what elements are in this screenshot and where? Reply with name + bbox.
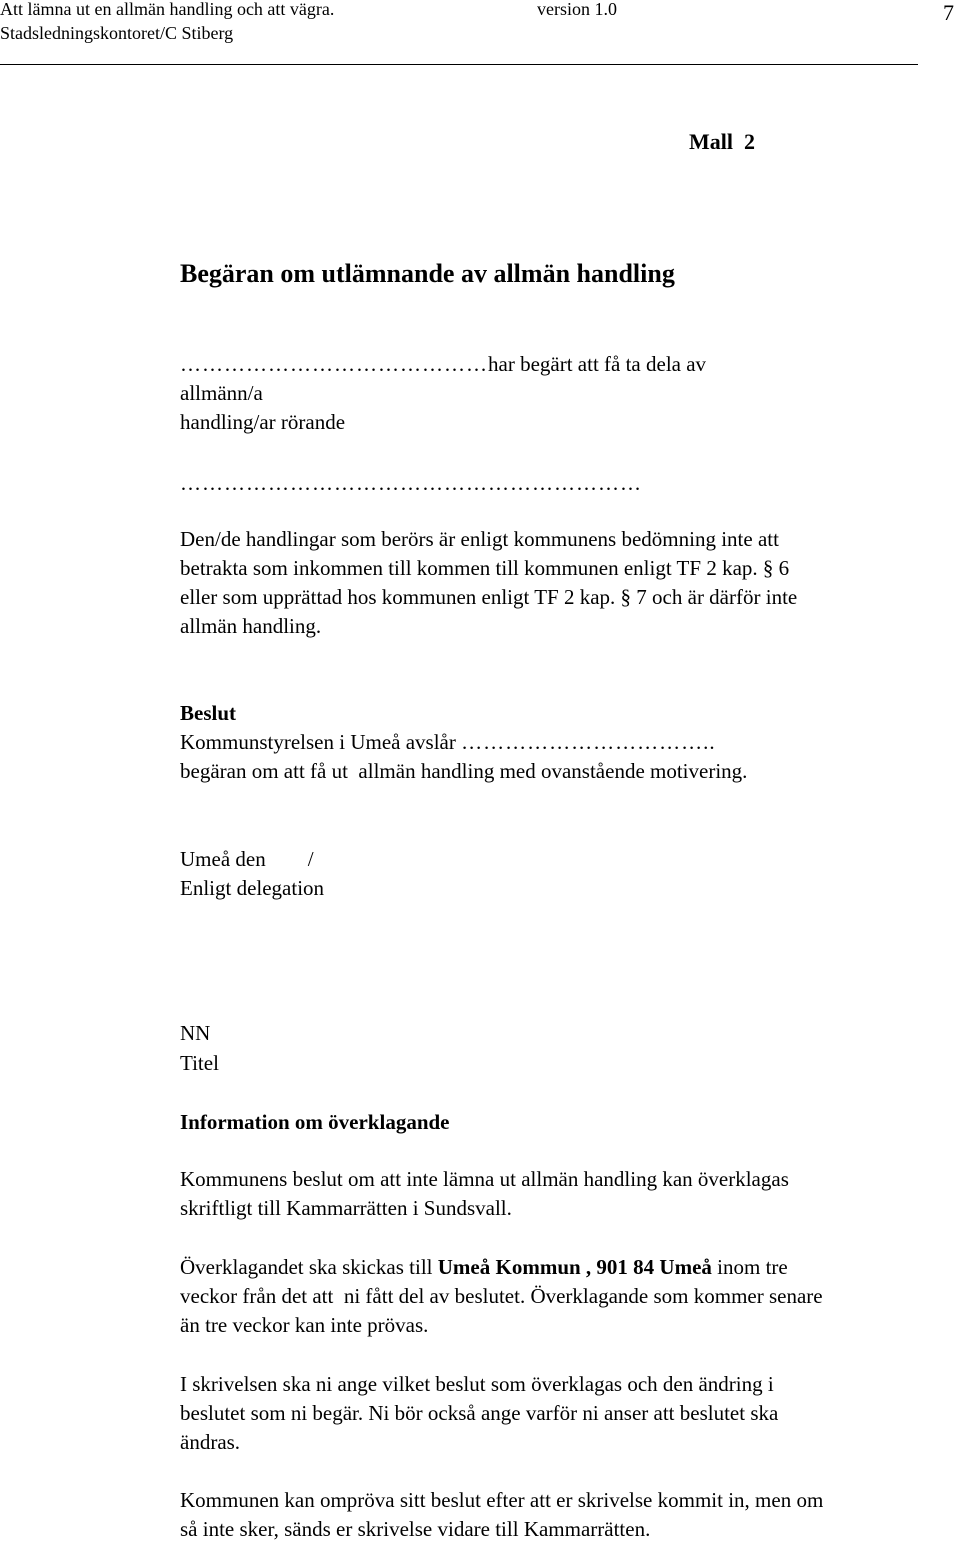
header-version: version 1.0: [537, 0, 617, 19]
appeal-p2-line-3: än tre veckor kan inte prövas.: [180, 1313, 429, 1337]
request-text: har begärt att få ta dela av: [488, 352, 707, 376]
appeal-p2-line-2: veckor från det att ni fått del av beslutet. Överklagande som kommer senare: [180, 1284, 823, 1308]
decision-line-2: begäran om att få ut allmän handling med ovanstående motivering.: [180, 759, 748, 783]
appeal-p3-line-1: I skrivelsen ska ni ange vilket beslut som överklagas och den ändring i: [180, 1372, 774, 1396]
appeal-address: Umeå Kommun , 901 84 Umeå: [437, 1255, 712, 1279]
motivation-line-2: betrakta som inkommen till kommen till kommunen enligt TF 2 kap. § 6: [180, 556, 790, 580]
header-title: Att lämna ut en allmän handling och att vägra.: [0, 0, 335, 19]
document-title: Begäran om utlämnande av allmän handling: [180, 259, 675, 288]
decision-line-1: [180, 728, 716, 757]
template-label: Mall 2: [689, 129, 755, 154]
motivation-line-3: eller som upprättad hos kommunen enligt TF 2 kap. § 7 och är därför inte: [180, 585, 798, 609]
appeal-p2-start: Överklagandet ska skickas till: [180, 1255, 438, 1279]
appeal-p1-line-2: skriftligt till Kammarrätten i Sundsvall.: [180, 1196, 512, 1220]
appeal-p3-line-2: beslutet som ni begär. Ni bör också ange varför ni anser att beslutet ska: [180, 1401, 779, 1425]
place-date: Umeå den /: [180, 847, 314, 871]
appeal-p4-line-2: så inte sker, sänds er skrivelse vidare till Kammarrätten.: [180, 1517, 651, 1541]
request-subject-dots: ………………………………………………………: [180, 471, 642, 495]
decision-heading: Beslut: [180, 701, 237, 725]
request-line-1: [180, 350, 706, 379]
motivation-line-1: Den/de handlingar som berörs är enligt kommunens bedömning inte att: [180, 527, 779, 551]
request-line-3: handling/ar rörande: [180, 410, 346, 434]
header-rule: [0, 64, 918, 65]
decision-text: Kommunstyrelsen i Umeå avslår: [180, 730, 456, 754]
signatory-title: Titel: [180, 1051, 219, 1075]
motivation-line-4: allmän handling.: [180, 614, 322, 638]
header-office: Stadsledningskontoret/C Stiberg: [0, 23, 234, 43]
appeal-p2-line-1: [180, 1253, 788, 1282]
signatory-name: NN: [180, 1021, 211, 1045]
request-line-2: allmänn/a: [180, 381, 263, 405]
appeal-p3-line-3: ändras.: [180, 1430, 241, 1454]
appeal-p2-end: inom tre: [711, 1255, 788, 1279]
fill-in-dots: ……………………………………: [180, 352, 488, 376]
appeal-p1-line-1: Kommunens beslut om att inte lämna ut allmän handling kan överklagas: [180, 1167, 789, 1191]
delegation: Enligt delegation: [180, 876, 325, 900]
appeal-heading: Information om överklagande: [180, 1110, 450, 1134]
appeal-p4-line-1: Kommunen kan ompröva sitt beslut efter att er skrivelse kommit in, men om: [180, 1488, 824, 1512]
decision-dots: ……………………………..: [461, 730, 716, 754]
page-number: 7: [943, 0, 954, 25]
